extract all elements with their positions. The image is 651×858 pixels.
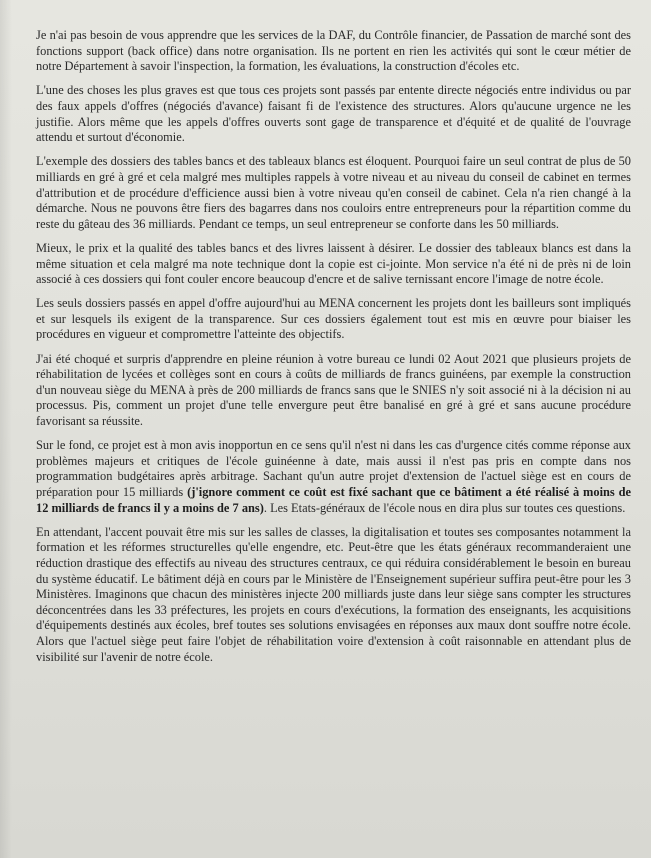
paragraph-8: En attendant, l'accent pouvait être mis sur les salles de classes, la digitalisation et toutes ses composantes notamment la formation et les réformes structurelles qu'elle engendre, etc. Peut-être que les états généraux recommanderaient une réduction drastique des effectifs au niveau des structures centraux, ce qui réduira considérablement le besoin en bureau du système éducatif. Le bâtiment déjà en cours par le Ministère de l'Enseignement supérieur suffira peut-être pour les 3 Ministères. Imaginons que chacun des ministères injecte 200 milliards juste dans leur siège sans compter les structures déconcentrées dans les 33 préfectures, les projets en cours d'exécutions, la formation des enseignants, les acquisitions d'équipements destinés aux écoles, bref toutes ses solutions envisagées en réponses aux maux dont souffre notre école. Alors que l'actuel siège peut faire l'objet de réhabilitation voire d'extension à coût raisonnable en attendant plus de visibilité sur l'avenir de notre école. [36,524,631,664]
page-edge-shadow [0,0,12,858]
paragraph-7 [36,438,631,516]
paragraph-2: L'une des choses les plus graves est que tous ces projets sont passés par entente directe négociés entre individus ou par des faux appels d'offres (négociés d'avance) faisant fi de l'existence des structures. Alors qu'aucune urgence ne les justifie. Alors même que les appels d'offres ouverts sont gage de transparence et d'équité et de qualité de l'ouvrage attendu et surtout d'économie. [36,83,631,145]
paragraph-7-end: . Les Etats-généraux de l'école nous en dira plus sur toutes ces questions. [263,500,626,515]
paragraph-3: L'exemple des dossiers des tables bancs et des tableaux blancs est éloquent. Pourquoi faire un seul contrat de plus de 50 milliards en gré à gré et cela malgré mes multiples rappels à votre niveau et au niveau du conseil de cabinet en termes d'attribution et de procédure d'efficience aussi bien à votre niveau qu'en conseil de cabinet. Cela n'a rien changé à la démarche. Nous ne pouvons être fiers des bagarres dans nos couloirs entre entrepreneurs pour la répartition comme du reste du gâteau des 36 milliards. Pendant ce temps, un seul entrepreneur se conforte dans les 50 milliards. [36,154,631,231]
paragraph-6: J'ai été choqué et surpris d'apprendre en pleine réunion à votre bureau ce lundi 02 Aout 2021 que plusieurs projets de réhabilitation de lycées et collèges sont en cours à coûts de milliards de francs guinéens, par exemple la construction d'un nouveau siège du MENA à près de 200 milliards de francs sans que le SNIES n'y soit associé ni à la décision ni au processus. Pis, comment un projet d'une telle envergure peut être banalisé en gré à gré et sans aucune procédure favorisant sa réussite. [36,351,631,429]
paragraph-4: Mieux, le prix et la qualité des tables bancs et des livres laissent à désirer. Le dossier des tableaux blancs est dans la même situation et cela malgré ma note technique dont la copie est ci-jointe. Mon service n'a été ni de près ni de loin associé à ces dossiers qui font couler encore beaucoup d'encre et de salive ternissant encore l'image de notre école. [36,240,631,287]
document-body [36,28,631,674]
paragraph-7-start: Sur le fond, ce projet est à mon avis inopportun en ce sens qu'il n'est ni dans les cas d'urgence cités comme réponse aux problèmes majeurs et critiques de l'école guinéenne à date, mais aussi il n'est pas pris en compte dans nos programmation budgétaires après arbitrage. Sachant qu'un autre projet d'extension de l'actuel siège est en cours de préparation pour 15 milliards [36,438,631,499]
paragraph-1: Je n'ai pas besoin de vous apprendre que les services de la DAF, du Contrôle financier, de Passation de marché sont des fonctions support (back office) dans notre organisation. Ils ne portent en rien les activités qui sont le cœur métier de notre Département à savoir l'inspection, la formation, les évaluations, la construction d'écoles etc. [36,28,631,74]
paragraph-7-bold-note: (j'ignore comment ce coût est fixé sachant que ce bâtiment a été réalisé à moins de 12 milliards de francs il y a moins de 7 ans) [36,485,631,515]
paragraph-5: Les seuls dossiers passés en appel d'offre aujourd'hui au MENA concernent les projets dont les bailleurs sont impliqués et sur lesquels ils exigent de la transparence. Sur ces dossiers également tout est mis en œuvre pour biaiser les procédures en vigueur et compromettre l'atteinte des objectifs. [36,296,631,342]
